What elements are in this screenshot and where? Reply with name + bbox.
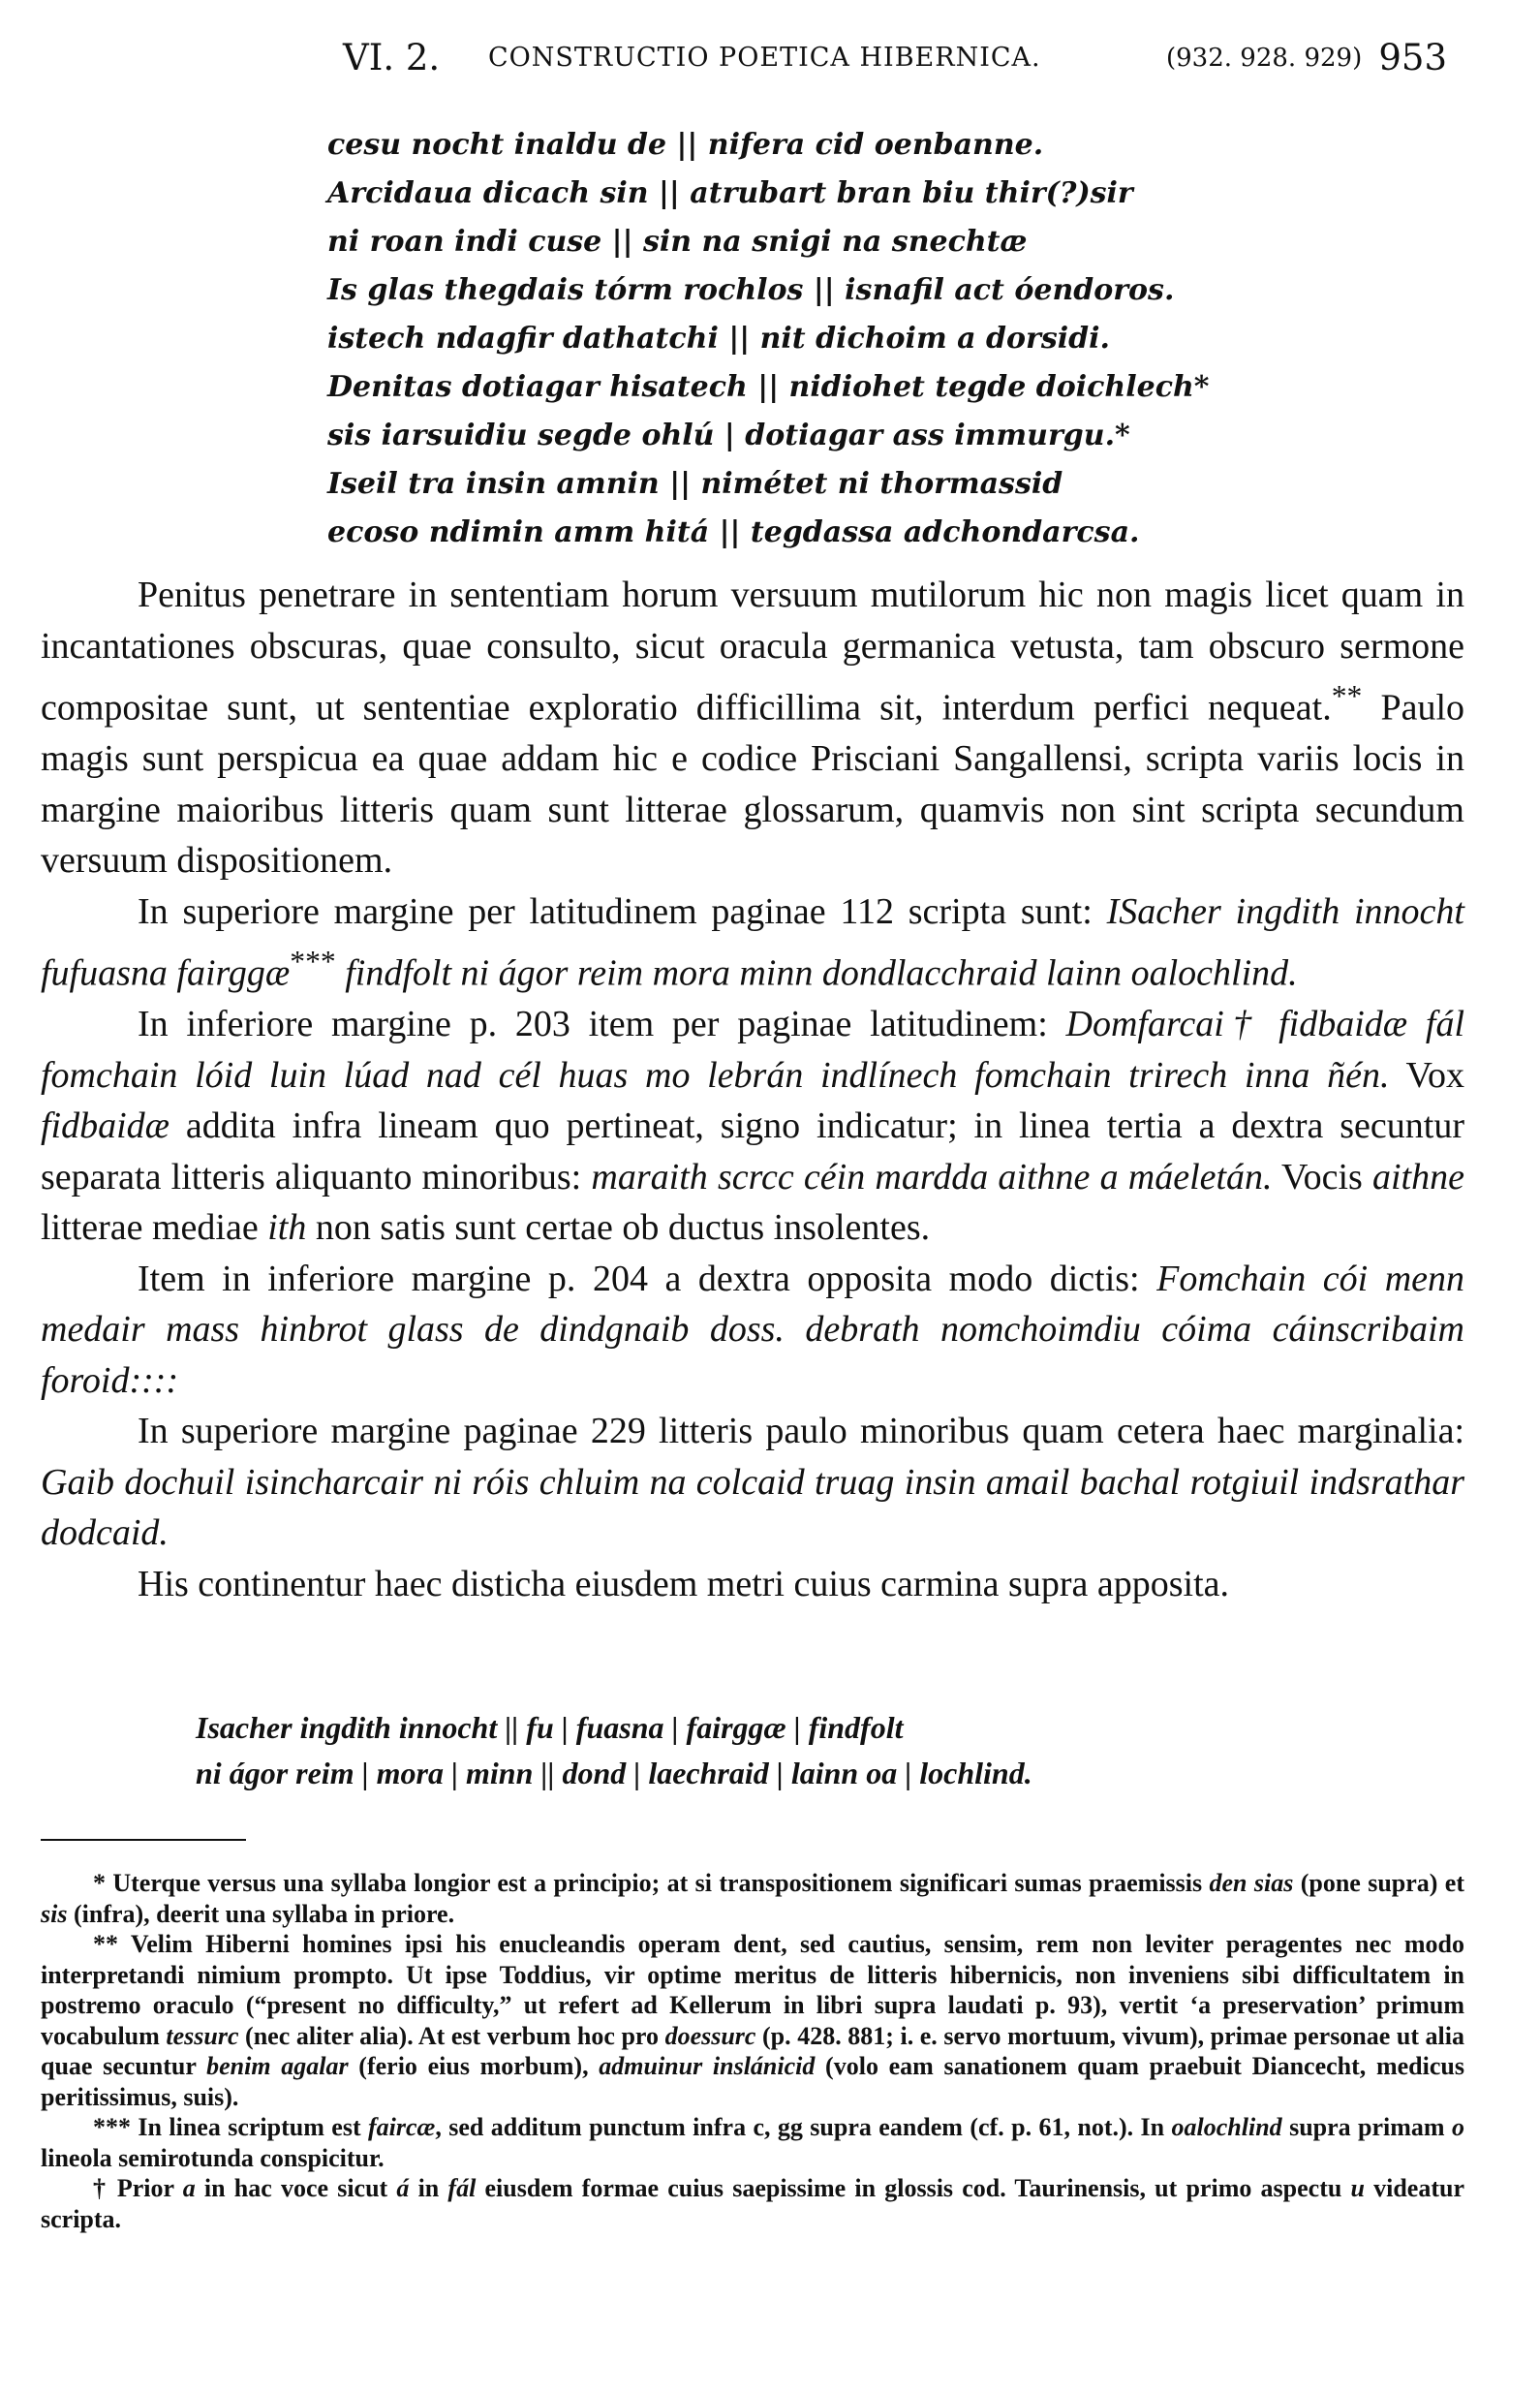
- irish-text: tessurc: [166, 2021, 239, 2050]
- paragraph-1: [41, 570, 1464, 886]
- irish-text: doessurc: [664, 2021, 756, 2050]
- text-run: , sed additum punctum infra c, gg supra eandem (cf. p. 61, not.). In: [435, 2113, 1172, 2141]
- verse-block: [327, 121, 1296, 557]
- irish-text: fál: [447, 2174, 477, 2202]
- text-run: in: [409, 2174, 448, 2202]
- text-run: non satis sunt certae ob ductus insolentes.: [306, 1207, 931, 1249]
- irish-text: Domfarcai†: [1065, 1004, 1261, 1045]
- irish-text: benim agalar: [206, 2052, 349, 2080]
- footnote-marker: **: [93, 1930, 131, 1958]
- irish-text: oalochlind: [1171, 2113, 1282, 2141]
- text-run: In superiore margine per latitudinem paginae 112 scripta sunt:: [138, 890, 1107, 932]
- irish-text: ISacher ingdith innocht fufuasna fairggæ: [41, 890, 1464, 994]
- footnote-marker: †: [93, 2174, 117, 2202]
- footnote-2: [41, 1929, 1464, 2112]
- irish-text: u: [1350, 2174, 1365, 2202]
- paragraph-3: [41, 999, 1464, 1254]
- running-title: CONSTRUCTIO POETICA HIBERNICA.: [488, 43, 1041, 73]
- paragraph-4: [41, 1254, 1464, 1407]
- footnote-ref: **: [1331, 679, 1363, 713]
- irish-text: den sias: [1209, 1869, 1294, 1897]
- section-number: VI. 2.: [343, 37, 441, 78]
- verse-line: istech ndagfir dathatchi || nit dichoim a dorsidi.: [327, 322, 1110, 356]
- text-run: litterae mediae: [41, 1207, 268, 1249]
- text-run: (infra), deerit una syllaba in priore.: [67, 1899, 455, 1928]
- page-references: (932. 928. 929): [1166, 44, 1363, 73]
- irish-text: faircæ: [368, 2113, 436, 2141]
- verse-line: ni roan indi cuse || sin na snigi na snechtæ: [327, 225, 1028, 259]
- text-run: supra primam: [1281, 2113, 1452, 2141]
- text-run: eiusdem formae cuius saepissime in glossis cod. Taurinensis, ut primo aspectu: [476, 2174, 1351, 2202]
- text-run: Vox: [1389, 1054, 1464, 1096]
- irish-text: fidbaidæ: [41, 1105, 170, 1147]
- text-run: (pone supra) et: [1293, 1869, 1464, 1897]
- footnote-marker: *: [93, 1869, 113, 1897]
- footnotes: [41, 1868, 1464, 2234]
- text-run: lineola semirotunda conspicitur.: [41, 2143, 385, 2172]
- text-run: In linea scriptum est: [138, 2113, 369, 2141]
- footnote-ref: ***: [290, 945, 336, 980]
- paragraph-5: [41, 1406, 1464, 1559]
- text-run: Item in inferiore margine p. 204 a dextra opposita modo dictis:: [138, 1258, 1157, 1299]
- irish-text: ith: [267, 1207, 307, 1249]
- irish-text: o: [1452, 2113, 1464, 2141]
- disticha-block: [196, 1705, 1358, 1796]
- footnote-marker: ***: [93, 2113, 139, 2141]
- verse-line: Denitas dotiagar hisatech || nidiohet tegde doichlech*: [327, 370, 1210, 404]
- text-run: (p. 428. 881; i. e. servo mortuum, vivum), primae personae ut alia quae secuntur: [41, 2021, 1464, 2080]
- irish-text: Gaib dochuil isincharcair ni róis chluim na colcaid truag insin amail bachal rotgiuil indsrathar dodcaid.: [41, 1461, 1464, 1554]
- irish-text: findfolt ni ágor reim mora minn dondlacchraid lainn oalochlind.: [335, 952, 1298, 994]
- paragraph-6: [41, 1559, 1464, 1610]
- verse-line: Arcidaua dicach sin || atrubart bran biu thir(?)sir: [327, 176, 1133, 210]
- text-run: (volo eam sanationem quam praebuit Diancecht, medicus peritissimus, suis).: [41, 2052, 1464, 2111]
- text-run: (ferio eius morbum),: [348, 2052, 600, 2080]
- body-text: [41, 570, 1464, 1609]
- verse-line: ecoso ndimin amm hitá || tegdassa adchondarcsa.: [327, 515, 1140, 549]
- text-run: videatur scripta.: [41, 2174, 1465, 2233]
- text-run: Velim Hiberni homines ipsi his enucleandis operam dent, sed cautius, sensim, rem non leviter peragentes nec modo interpretandi nimium prompto. Ut ipse Toddius, vir optime meritus de litteris hibernicis, non inveniens sibi difficultatem in postremo oraculo (“present no difficulty,” ut refert ad Kellerum in libri supra laudati p. 93), vertit ‘a preservation’ primum vocabulum: [41, 1930, 1464, 2050]
- irish-text: fidbaidæ fál fomchain lóid luin lúad nad cél huas mo lebrán indlínech fomchain trirech inna ñén.: [41, 1004, 1464, 1096]
- irish-text: Fomchain cói menn medair mass hinbrot glass de dindgnaib doss. debrath nomchoimdiu cóima cáinscribaim foroid::::: [41, 1258, 1465, 1401]
- irish-text: admuinur inslánicid: [599, 2052, 816, 2080]
- irish-text: maraith scrcc céin mardda aithne a máeletán.: [591, 1156, 1273, 1198]
- text-run: His continentur haec disticha eiusdem metri cuius carmina supra apposita.: [138, 1563, 1229, 1604]
- distich-line: ni ágor reim | mora | minn || dond | laechraid | lainn oa | lochlind.: [196, 1756, 1032, 1790]
- text-run: In inferiore margine p. 203 item per paginae latitudinem:: [138, 1004, 1066, 1045]
- footnote-1: [41, 1868, 1464, 1929]
- verse-line: sis iarsuidiu segde ohlú | dotiagar ass immurgu.*: [327, 419, 1130, 452]
- text-run: addita infra lineam quo pertineat, signo indicatur; in linea tertia a dextra secuntur separata litteris aliquanto minoribus:: [41, 1105, 1464, 1198]
- footnote-separator: [41, 1839, 246, 1841]
- text-run: in hac voce sicut: [195, 2174, 397, 2202]
- irish-text: sis: [41, 1899, 68, 1928]
- verse-line: Iseil tra insin amnin || nimétet ni thormassid: [327, 467, 1063, 501]
- footnote-3: [41, 2112, 1464, 2173]
- text-run: Uterque versus una syllaba longior est a principio; at si transpositionem significari sumas praemissis: [112, 1869, 1210, 1897]
- text-run: Penitus penetrare in sententiam horum versuum mutilorum hic non magis licet quam in incantationes obscuras, quae consulto, sicut oracula germanica vetusta, tam obscuro sermone compositae sunt, ut sententiae exploratio difficillima sit, interdum perfici nequeat.: [41, 575, 1464, 729]
- irish-text: á: [396, 2174, 410, 2202]
- text-run: Paulo magis sunt perspicua ea quae addam hic e codice Prisciani Sangallensi, scripta variis locis in margine maioribus litteris quam sunt litterae glossarum, quamvis non sint scripta secundum versuum dispositionem.: [41, 687, 1464, 882]
- footnote-4: [41, 2173, 1464, 2234]
- text-run: Vocis: [1272, 1156, 1372, 1198]
- text-run: (nec aliter alia). At est verbum hoc pro: [238, 2021, 665, 2050]
- verse-line: Is glas thegdais tórm rochlos || isnafil act óendoros.: [327, 273, 1175, 307]
- paragraph-2: [41, 886, 1464, 1000]
- page-number: 953: [1378, 37, 1447, 78]
- text-run: Prior: [116, 2174, 183, 2202]
- text-run: In superiore margine paginae 229 litteris paulo minoribus quam cetera haec marginalia:: [138, 1411, 1464, 1452]
- distich-line: Isacher ingdith innocht || fu | fuasna | fairggæ | findfolt: [196, 1710, 904, 1745]
- running-header: [343, 39, 1447, 78]
- verse-line: cesu nocht inaldu de || nifera cid oenbanne.: [327, 128, 1044, 162]
- irish-text: aithne: [1372, 1156, 1464, 1198]
- irish-text: a: [182, 2174, 196, 2202]
